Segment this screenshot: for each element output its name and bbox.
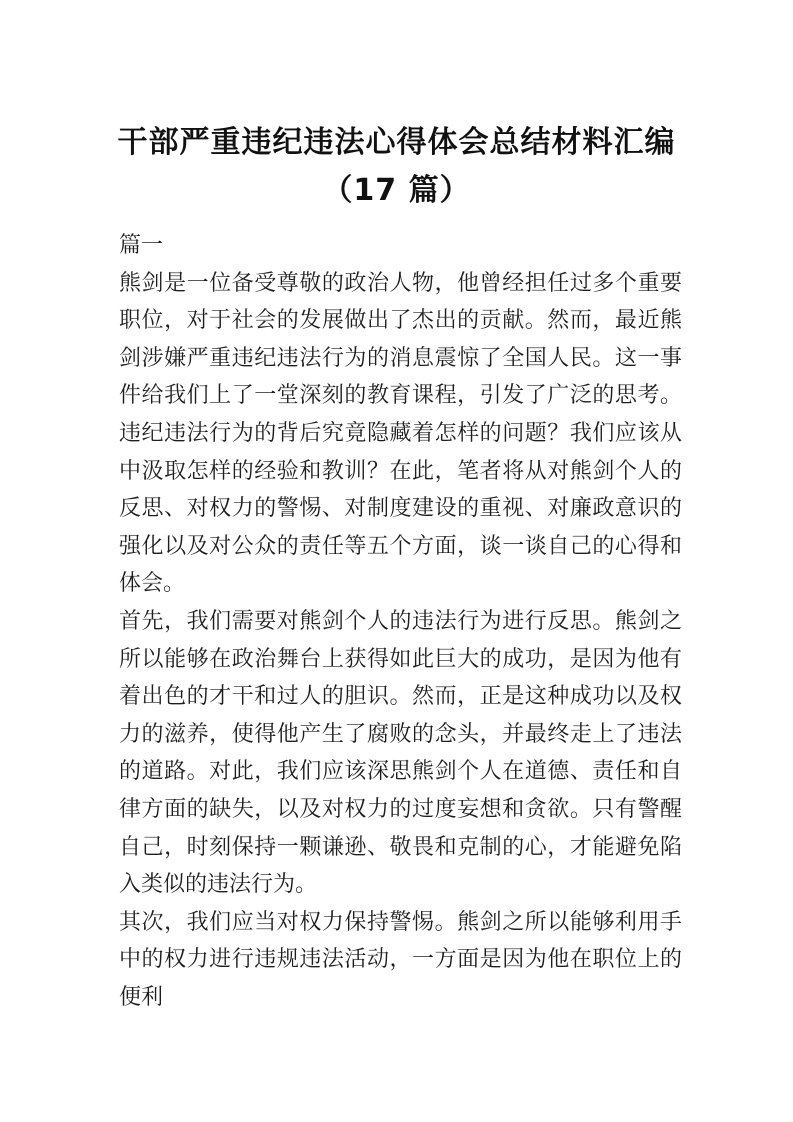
- paragraph-1: 熊剑是一位备受尊敬的政治人物，他曾经担任过多个重要职位，对于社会的发展做出了杰出的贡献。然而，最近熊剑涉嫌严重违纪违法行为的消息震惊了全国人民。这一事件给我们上了一堂深刻的教育课程，引发了广泛的思考。违纪违法行为的背后究竟隐藏着怎样的问题？我们应该从中汲取怎样的经验和教训？在此，笔者将从对熊剑个人的反思、对权力的警惕、对制度建设的重视、对廉政意识的强化以及对公众的责任等五个方面，谈一谈自己的心得和体会。: [119, 270, 682, 597]
- document-subtitle: （17 篇）: [322, 173, 471, 208]
- section-heading: 篇一: [119, 233, 164, 258]
- paragraph-3: 其次，我们应当对权力保持警惕。熊剑之所以能够利用手中的权力进行违规违法活动，一方面是因为他在职位上的便利: [119, 909, 682, 1010]
- paragraph-2: 首先，我们需要对熊剑个人的违法行为进行反思。熊剑之所以能够在政治舞台上获得如此巨大的成功，是因为他有着出色的才干和过人的胆识。然而，正是这种成功以及权力的滋养，使得他产生了腐败的念头，并最终走上了违法的道路。对此，我们应该深思熊剑个人在道德、责任和自律方面的缺失，以及对权力的过度妄想和贪欲。只有警醒自己，时刻保持一颗谦逊、敬畏和克制的心，才能避免陷入类似的违法行为。: [119, 608, 682, 898]
- document-body: [119, 213, 682, 1016]
- document-title: 干部严重违纪违法心得体会总结材料汇编: [117, 125, 676, 160]
